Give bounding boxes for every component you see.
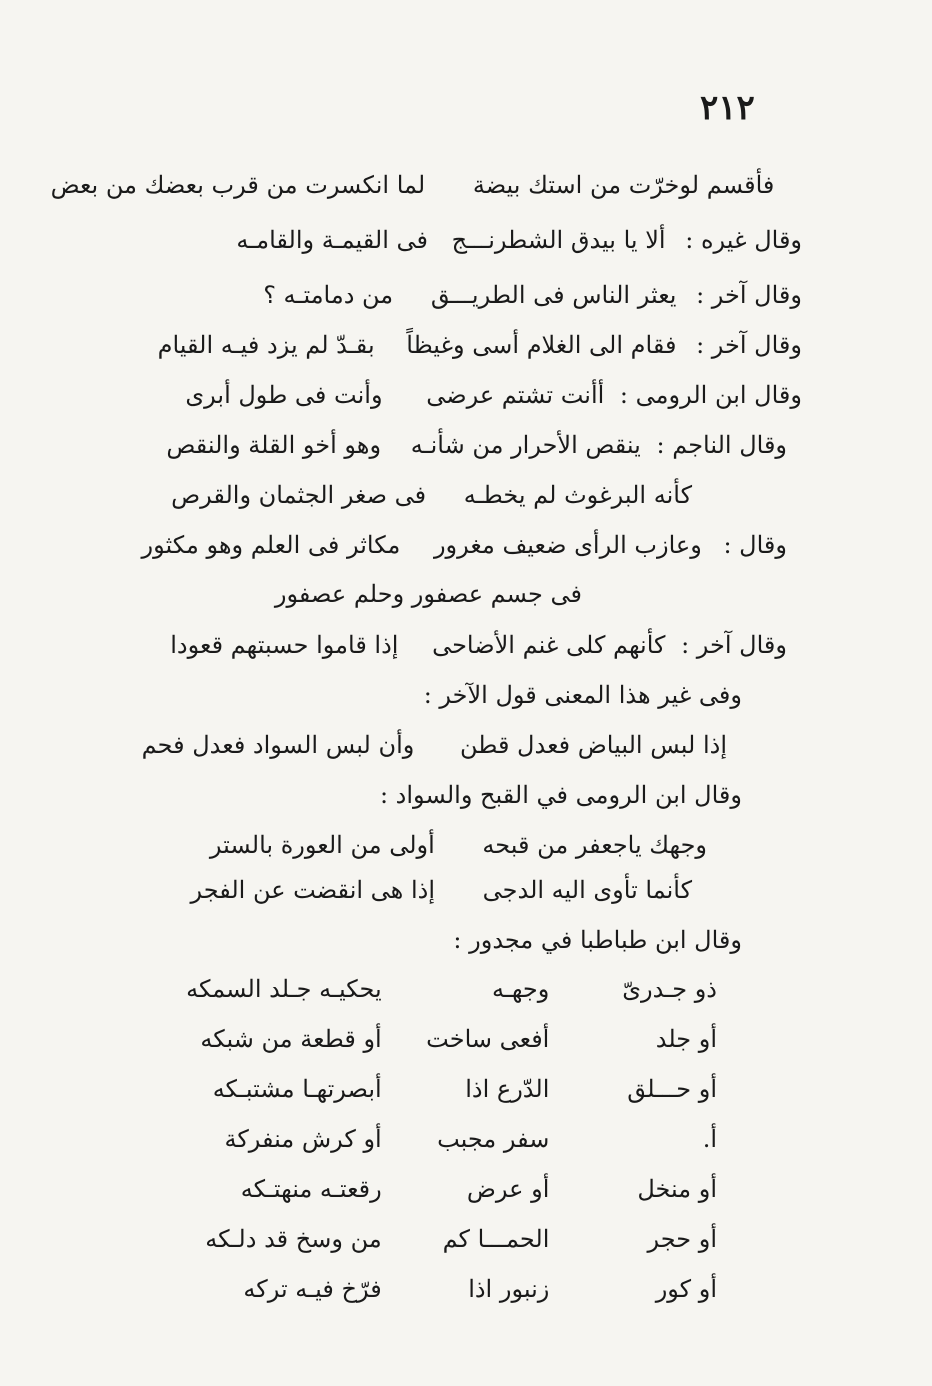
text-line (190, 875, 692, 905)
stanza-col-1: أ. (702, 1125, 717, 1153)
line-label: وقال ابن الرومى : (619, 381, 802, 409)
line-label: وفى غير هذا المعنى قول الآخر : (423, 681, 742, 709)
stanza-col-1: أو جلد (655, 1025, 717, 1053)
text-line (142, 730, 727, 760)
hemistich-second: فى القيمـة والقامـه (236, 226, 428, 254)
line-label: وقال آخر : (696, 281, 802, 309)
stanza-col-2: وجهـه (491, 975, 550, 1003)
stanza-col-3: رقعتـه منهتـكه (240, 1175, 382, 1203)
stanza-col-2: سفر مجبب (437, 1125, 550, 1153)
hemistich-first: وعازب الرأى ضعيف مغرور (433, 531, 702, 559)
stanza-line (243, 1275, 717, 1303)
hemistich-second: من دمامتـه ؟ (263, 281, 394, 309)
text-line (170, 630, 787, 660)
text-line (166, 430, 787, 460)
stanza-col-3: من وسخ قد دلـكه (205, 1225, 382, 1253)
hemistich-second: وأنت فى طول أبرى (185, 381, 383, 409)
stanza-col-1: أو حـــلق (627, 1075, 717, 1103)
hemistich-second: إذا هى انقضت عن الفجر (190, 876, 435, 904)
hemistich-first: فقام الى الغلام أسى وغيظاً (406, 331, 677, 359)
hemistich-first: أأنت تشتم عرضى (426, 381, 605, 409)
line-label: وقال آخر : (681, 631, 787, 659)
text-line (185, 380, 802, 410)
stanza-line (241, 1175, 717, 1203)
line-label: وقال ابن طباطبا في مجدور : (453, 926, 742, 954)
hemistich-first: إذا لبس البياض فعدل قطن (460, 731, 727, 759)
page-number: ٢١٢ (700, 88, 755, 128)
hemistich-second: وهو أخو القلة والنقص (166, 431, 382, 459)
stanza-col-3: فرّخ فيـه تركه (243, 1275, 382, 1303)
stanza-col-3: أو قطعة من شبكه (200, 1025, 382, 1053)
stanza-col-1: أو كور (655, 1275, 717, 1303)
stanza-col-1: أو منخل (637, 1175, 717, 1203)
text-line (453, 925, 742, 955)
stanza-col-2: زنبور اذا (468, 1275, 550, 1303)
stanza-col-2: الحمـــا كم (442, 1225, 550, 1253)
stanza-col-1: ذو جـدرىّ (622, 975, 717, 1003)
hemistich-second: وأن لبس السواد فعدل فحم (141, 731, 415, 759)
stanza-line (205, 1225, 717, 1253)
text-line (263, 280, 802, 310)
text-line (380, 780, 742, 810)
hemistich-second: فى جسم عصفور وحلم عصفور (274, 580, 582, 608)
hemistich-second: أولى من العورة بالستر (209, 831, 435, 859)
stanza-col-2: الدّرع اذا (465, 1075, 550, 1103)
hemistich-first: ينقص الأحرار من شأنـه (410, 431, 641, 459)
text-line (210, 830, 707, 860)
hemistich-first: ألا يا بيدق الشطرنـــج (451, 226, 666, 254)
hemistich-first: وجهك ياجعفر من قبحه (482, 831, 707, 859)
hemistich-second: فى صغر الجثمان والقرص (171, 481, 427, 509)
text-line (236, 225, 802, 255)
stanza-col-3: أو كرش منفركة (224, 1125, 382, 1153)
hemistich-first: كأنه البرغوث لم يخطـه (463, 481, 692, 509)
line-label: وقال : (723, 531, 787, 559)
line-label: وقال آخر : (696, 331, 802, 359)
text-line (275, 580, 582, 608)
stanza-line (224, 1125, 717, 1153)
stanza-col-3: يحكيـه جـلد السمكه (186, 975, 382, 1003)
stanza-line (186, 975, 717, 1003)
line-label: وقال غيره : (685, 226, 802, 254)
stanza-line (213, 1075, 717, 1103)
hemistich-first: كأنهم كلى غنم الأضاحى (432, 631, 666, 659)
hemistich-second: لما انكسرت من قرب بعضك من بعض (50, 171, 426, 199)
hemistich-first: فأقسم لوخرّت من استك بيضة (472, 171, 775, 199)
text-line (142, 530, 787, 560)
stanza-col-2: أفعى ساخت (426, 1025, 550, 1053)
text-line (424, 680, 742, 710)
stanza-col-1: أو حجر (647, 1225, 717, 1253)
line-label: وقال ابن الرومى في القبح والسواد : (379, 781, 742, 809)
stanza-col-3: أبصرتهـا مشتبـكه (212, 1075, 382, 1103)
hemistich-second: إذا قاموا حسبتهم قعودا (170, 631, 399, 659)
text-line (51, 170, 782, 200)
line-label: وقال الناجم : (656, 431, 787, 459)
hemistich-first: كأنما تأوى اليه الدجى (482, 876, 692, 904)
text-line (158, 330, 802, 360)
text-line (171, 480, 692, 510)
hemistich-second: مكاثر فى العلم وهو مكثور (141, 531, 401, 559)
stanza-col-2: أو عرض (466, 1175, 550, 1203)
hemistich-first: يعثر الناس فى الطريـــق (430, 281, 677, 309)
hemistich-second: بقـدّ لم يزد فيـه القيام (157, 331, 375, 359)
stanza-line (200, 1025, 717, 1053)
